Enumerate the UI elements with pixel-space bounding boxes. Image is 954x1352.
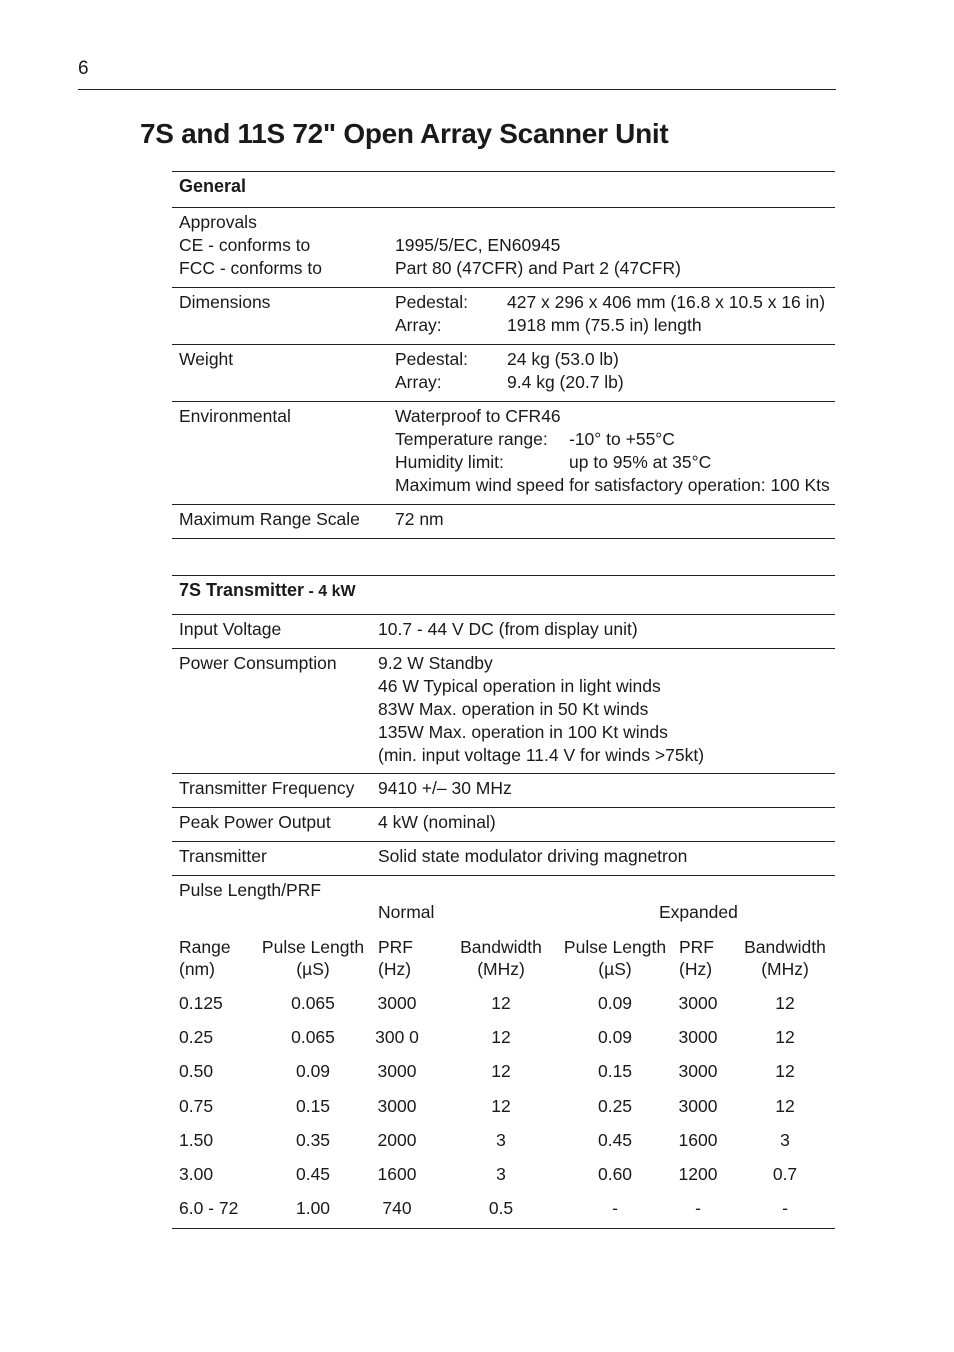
transmitter-label: Transmitter [179, 846, 267, 866]
pulse-header-cell: Bandwidth [460, 937, 542, 957]
ce-value: 1995/5/EC, EN60945 [395, 235, 561, 255]
power-label: Power Consumption [179, 653, 337, 673]
pulse-cell: 0.09 [295, 1061, 331, 1082]
input-voltage-value: 10.7 - 44 V DC (from display unit) [378, 619, 638, 639]
general-heading: General [172, 171, 835, 208]
pulse-cell: 1.50 [179, 1129, 214, 1150]
dimensions-pedestal-value: 427 x 296 x 406 mm (16.8 x 10.5 x 16 in) [507, 292, 826, 312]
dimensions-array-label: Array: [395, 315, 442, 335]
transmitter-heading: 7S Transmitter - 4 kW [172, 575, 835, 615]
pulse-cell: 12 [491, 1027, 511, 1048]
pulse-cell: 0.35 [295, 1129, 331, 1150]
pulse-header-cell: (Hz) [378, 959, 412, 979]
header-rule [78, 89, 836, 90]
pulse-cell: 3 [780, 1129, 790, 1150]
range-value: 72 nm [395, 509, 444, 529]
pulse-header-cell: (nm) [179, 959, 215, 979]
frequency-value: 9410 +/– 30 MHz [378, 778, 512, 798]
pulse-cell: 12 [775, 1061, 795, 1082]
pulse-cell: 0.50 [179, 1061, 214, 1082]
weight-label: Weight [179, 349, 234, 369]
power-line: 9.2 W Standby [378, 653, 493, 673]
dimensions-row [172, 288, 835, 345]
pulse-cell: 0.45 [597, 1129, 633, 1150]
general-table [172, 171, 835, 539]
temperature-label: Temperature range: [395, 429, 548, 449]
pulse-cell: 1600 [678, 1129, 718, 1150]
pulse-header-cell: PRF [378, 937, 413, 957]
pulse-cell: 12 [491, 1095, 511, 1116]
pulse-header-cell: Pulse Length [563, 937, 667, 957]
transmitter-row [172, 842, 835, 876]
pulse-cell: 1200 [678, 1164, 718, 1184]
humidity-value: up to 95% at 35°C [569, 452, 712, 472]
pulse-cell: 0.25 [179, 1027, 214, 1048]
pulse-cell: 3.00 [179, 1164, 214, 1184]
pulse-cell: 3000 [377, 1061, 417, 1082]
input-voltage-label: Input Voltage [179, 619, 282, 639]
normal-label: Normal [378, 902, 435, 922]
peak-power-value: 4 kW (nominal) [378, 812, 496, 832]
peak-power-label: Peak Power Output [179, 812, 331, 832]
pulse-cell: 0.45 [295, 1164, 331, 1184]
ce-label: CE - conforms to [179, 235, 311, 255]
pulse-cell: 300 0 [375, 1027, 419, 1048]
transmitter-table [172, 575, 835, 1229]
pulse-header-cell: (Hz) [679, 959, 713, 979]
pulse-cell: 0.60 [597, 1164, 633, 1184]
transmitter-value: Solid state modulator driving magnetron [378, 846, 688, 866]
pulse-cell: - [695, 1198, 701, 1219]
approvals-row [172, 208, 835, 288]
pulse-cell: 1.00 [295, 1198, 331, 1219]
environmental-label: Environmental [179, 406, 291, 426]
power-line: (min. input voltage 11.4 V for winds >75kt) [378, 745, 705, 765]
pulse-cell: 3000 [678, 993, 718, 1013]
pulse-header-cell: Bandwidth [744, 937, 826, 957]
pulse-cell: 0.125 [179, 993, 223, 1013]
fcc-label: FCC - conforms to [179, 258, 322, 278]
environmental-row [172, 402, 835, 505]
power-row [172, 649, 835, 774]
pulse-cell: 12 [491, 1061, 511, 1082]
pulse-cell: 3000 [678, 1027, 718, 1048]
pulse-header-cell: Pulse Length [261, 937, 365, 957]
pulse-cell: 2000 [377, 1129, 417, 1150]
weight-array-value: 9.4 kg (20.7 lb) [507, 372, 624, 392]
pulse-header-cell: (MHz) [761, 959, 809, 979]
pulse-cell: 12 [775, 1095, 795, 1116]
frequency-label: Transmitter Frequency [179, 778, 355, 798]
dimensions-label: Dimensions [179, 292, 271, 312]
pulse-cell: 0.09 [597, 993, 633, 1013]
pulse-cell: 0.15 [597, 1061, 633, 1082]
dimensions-array-value: 1918 mm (75.5 in) length [507, 315, 702, 335]
range-label: Maximum Range Scale [179, 509, 360, 529]
weight-row [172, 345, 835, 402]
pulse-header-cell: PRF [679, 937, 714, 957]
pulse-cell: 6.0 - 72 [179, 1198, 239, 1219]
pulse-cell: 3000 [377, 1095, 417, 1116]
pulse-cell: 12 [775, 1027, 795, 1048]
wind-speed-text: Maximum wind speed for satisfactory operation: 100 Kts [395, 475, 830, 495]
pulse-cell: 12 [491, 993, 511, 1013]
power-line: 135W Max. operation in 100 Kt winds [378, 722, 668, 742]
power-line: 83W Max. operation in 50 Kt winds [378, 699, 649, 719]
power-line: 46 W Typical operation in light winds [378, 676, 661, 696]
pulse-cell: 0.065 [291, 1027, 335, 1048]
weight-array-label: Array: [395, 372, 442, 392]
pulse-cell: 0.09 [597, 1027, 633, 1048]
pulse-cell: 3000 [678, 1061, 718, 1082]
pulse-header-cell: Range [179, 937, 231, 957]
pulse-cell: 3000 [678, 1095, 718, 1116]
pulse-header-cell: (µS) [598, 959, 632, 979]
pulse-cell: 0.25 [597, 1095, 633, 1116]
pulse-table [172, 876, 835, 1229]
pulse-cell: 0.5 [488, 1198, 514, 1219]
pulse-cell: 3000 [377, 993, 417, 1013]
pulse-header-cell: (µS) [296, 959, 330, 979]
pulse-header-cell: (MHz) [477, 959, 525, 979]
pulse-cell: 1600 [377, 1164, 417, 1184]
approvals-label: Approvals [179, 212, 257, 232]
pulse-cell: - [782, 1198, 788, 1219]
humidity-label: Humidity limit: [395, 452, 504, 472]
pulse-cell: 12 [775, 993, 795, 1013]
pulse-cell: 0.15 [295, 1095, 331, 1116]
pulse-cell: - [612, 1198, 618, 1219]
pulse-label: Pulse Length/PRF [179, 880, 322, 900]
pulse-cell: 0.7 [772, 1164, 798, 1184]
expanded-label: Expanded [659, 902, 738, 922]
weight-pedestal-value: 24 kg (53.0 lb) [507, 349, 619, 369]
input-voltage-row [172, 615, 835, 649]
page-number: 6 [78, 58, 89, 79]
frequency-row [172, 774, 835, 808]
fcc-value: Part 80 (47CFR) and Part 2 (47CFR) [395, 258, 681, 278]
waterproof-text: Waterproof to CFR46 [395, 406, 561, 426]
weight-pedestal-label: Pedestal: [395, 349, 468, 369]
pulse-cell: 3 [496, 1129, 506, 1150]
temperature-value: -10° to +55°C [569, 429, 675, 449]
pulse-cell: 3 [496, 1164, 506, 1184]
page-title: 7S and 11S 72" Open Array Scanner Unit [140, 118, 669, 149]
pulse-cell: 0.75 [179, 1095, 214, 1116]
range-row [172, 505, 835, 539]
dimensions-pedestal-label: Pedestal: [395, 292, 468, 312]
peak-power-row [172, 808, 835, 842]
pulse-cell: 0.065 [291, 993, 335, 1013]
pulse-cell: 740 [382, 1198, 412, 1219]
